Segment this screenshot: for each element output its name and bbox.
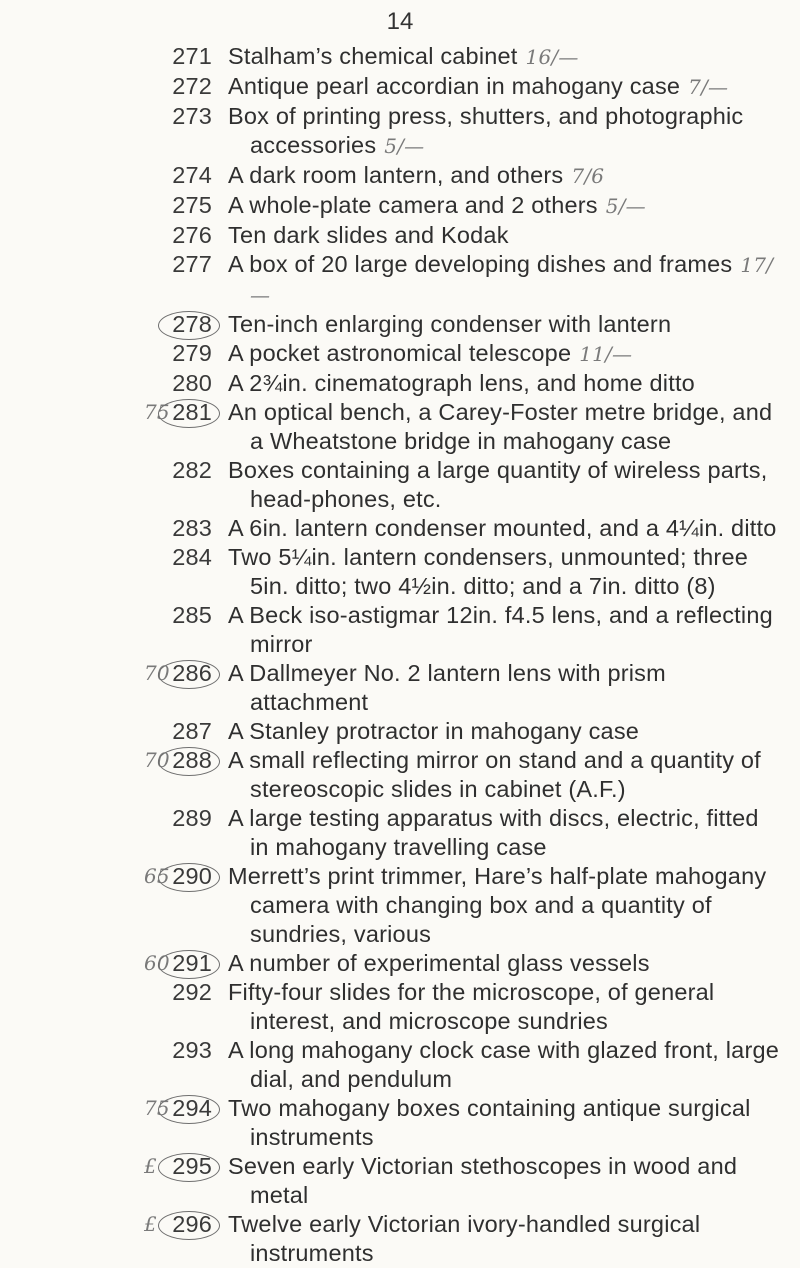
handwritten-price: 16/— [525,45,579,69]
lot-description-text: Boxes containing a large quantity of wireless parts, head-phones, etc. [228,457,768,512]
lot-description-text: A number of experimental glass vessels [228,950,650,976]
lot-number: 287 [172,718,212,744]
lot-description-text: Seven early Victorian stethoscopes in wood and metal [228,1153,738,1208]
lot-description-text: A long mahogany clock case with glazed front, large dial, and pendulum [228,1037,780,1092]
lot-description [228,102,780,161]
lot-number: 295 [150,1152,212,1181]
margin-annotation: 70 [144,661,170,685]
lot-description-text: A small reflecting mirror on stand and a quantity of stereoscopic slides in cabinet (A.F.) [228,747,761,802]
lot-description [228,1036,780,1094]
lot-description [228,310,780,339]
margin-annotation: £ [144,1154,157,1178]
lot-number: 286 [150,659,212,688]
lot-entry [0,601,800,659]
lot-entry [0,456,800,514]
lot-description [228,339,780,369]
lot-description [228,42,780,72]
lot-entry [0,161,800,191]
lot-description-text: A box of 20 large developing dishes and frames [228,251,733,277]
lot-description-text: An optical bench, a Carey-Foster metre bridge, and a Wheatstone bridge in mahogany case [228,399,773,454]
lot-description [228,514,780,543]
lot-entry [0,659,800,717]
lot-number: 274 [172,162,212,188]
lot-description [228,456,780,514]
lot-number: 272 [172,73,212,99]
lot-description [228,1210,780,1268]
lot-number: 290 [150,862,212,891]
lot-entry [0,310,800,339]
lot-entry [0,369,800,398]
lot-description-text: Stalham’s chemical cabinet [228,43,518,69]
margin-annotation: £ [144,1212,157,1236]
lot-description [228,804,780,862]
lot-number: 294 [150,1094,212,1123]
lot-number: 273 [172,103,212,129]
lot-description-text: A Beck iso-astigmar 12in. f4.5 lens, and a reflecting mirror [228,602,773,657]
handwritten-price: 5/— [384,134,425,158]
lot-description [228,978,780,1036]
lot-description [228,659,780,717]
margin-annotation: 70 [144,748,170,772]
lot-entry [0,543,800,601]
lot-number: 279 [172,340,212,366]
lot-description-text: A large testing apparatus with discs, electric, fitted in mahogany travelling case [228,805,759,860]
lot-entry [0,102,800,161]
lot-description-text: A whole-plate camera and 2 others [228,192,598,218]
lot-number: 275 [172,192,212,218]
lot-entry [0,250,800,310]
lot-number: 280 [172,370,212,396]
lot-number: 293 [172,1037,212,1063]
page-number: 14 [386,8,414,35]
lot-entry [0,978,800,1036]
lot-description [228,161,780,191]
lot-entry [0,1152,800,1210]
lot-number: 271 [172,43,212,69]
lot-description [228,369,780,398]
lot-entry [0,949,800,978]
lot-description [228,746,780,804]
lot-number: 282 [172,457,212,483]
lot-number: 277 [172,251,212,277]
lot-description [228,543,780,601]
margin-annotation: 75 [144,1096,170,1120]
lot-description-text: A pocket astronomical telescope [228,340,572,366]
lot-description [228,250,780,310]
lot-number: 281 [150,398,212,427]
lot-entry [0,514,800,543]
lot-description-text: Box of printing press, shutters, and photographic accessories [228,103,744,158]
lot-entry [0,804,800,862]
lot-description [228,72,780,102]
lot-description [228,717,780,746]
lot-entry [0,717,800,746]
lot-entry [0,191,800,221]
lot-number: 289 [172,805,212,831]
lot-description-text: Two 5¼in. lantern condensers, unmounted; three 5in. ditto; two 4½in. ditto; and a 7in. ditto (8) [228,544,748,599]
lot-entry [0,221,800,250]
lot-entry [0,1094,800,1152]
lot-number: 284 [172,544,212,570]
lot-number: 296 [150,1210,212,1239]
lot-number: 278 [150,310,212,339]
lot-description-text: Twelve early Victorian ivory-handled surgical instruments [228,1211,701,1266]
lot-description-text: A Dallmeyer No. 2 lantern lens with prism attachment [228,660,666,715]
lot-description [228,191,780,221]
lot-description-text: Fifty-four slides for the microscope, of general interest, and microscope sundries [228,979,715,1034]
lot-description-text: Merrett’s print trimmer, Hare’s half-plate mahogany camera with changing box and a quantity of sundries, various [228,863,767,947]
lot-description [228,1152,780,1210]
lot-entry [0,42,800,72]
lot-number: 276 [172,222,212,248]
margin-annotation: 60 [144,951,170,975]
lot-description-text: Two mahogany boxes containing antique surgical instruments [228,1095,751,1150]
lot-description-text: Ten-inch enlarging condenser with lantern [228,311,672,337]
lot-number: 291 [150,949,212,978]
lot-entry [0,1210,800,1268]
margin-annotation: 75 [144,400,170,424]
lot-number: 292 [172,979,212,1005]
lot-description [228,862,780,949]
lot-description-text: A 6in. lantern condenser mounted, and a 4¼in. ditto [228,515,777,541]
lot-entry [0,72,800,102]
handwritten-price: 11/— [579,342,633,366]
handwritten-price: 17/— [250,253,774,307]
lot-entry [0,339,800,369]
lot-description [228,949,780,978]
lot-entry [0,398,800,456]
lot-number: 288 [150,746,212,775]
lot-description-text: Antique pearl accordian in mahogany case [228,73,681,99]
lot-number: 285 [172,602,212,628]
lot-description-text: A dark room lantern, and others [228,162,564,188]
lot-list [0,42,800,1268]
handwritten-price: 5/— [605,194,646,218]
lot-description [228,601,780,659]
handwritten-price: 7/— [688,75,729,99]
lot-entry [0,746,800,804]
margin-annotation: 65 [144,864,170,888]
lot-description [228,221,780,250]
handwritten-price: 7/6 [571,164,605,188]
lot-entry [0,862,800,949]
lot-entry [0,1036,800,1094]
lot-description-text: A Stanley protractor in mahogany case [228,718,640,744]
lot-description [228,1094,780,1152]
lot-description-text: Ten dark slides and Kodak [228,222,509,248]
lot-number: 283 [172,515,212,541]
lot-description [228,398,780,456]
lot-description-text: A 2¾in. cinematograph lens, and home ditto [228,370,695,396]
